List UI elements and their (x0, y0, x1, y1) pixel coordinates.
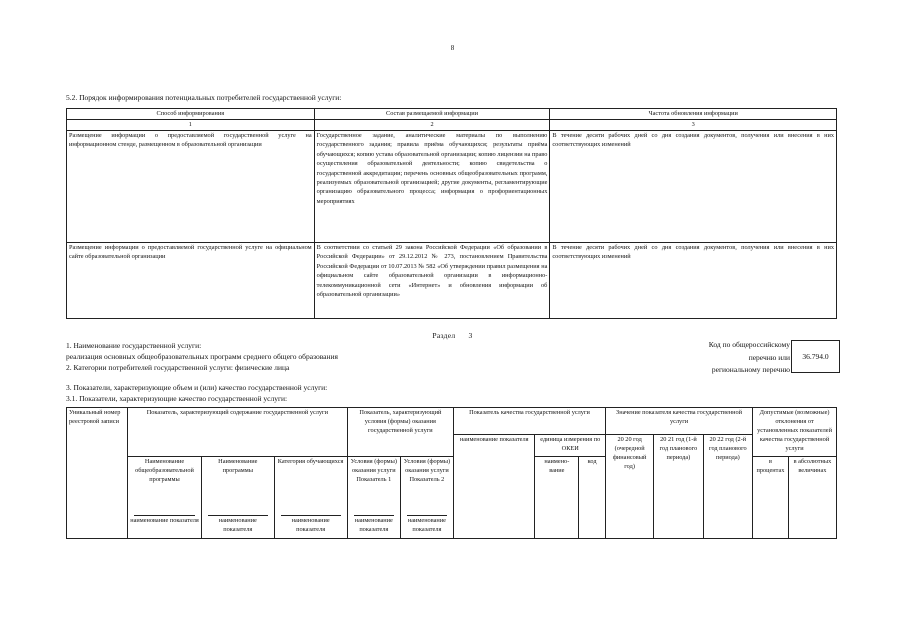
sub-col-label: Условия (формы) оказания услуги Показатель 1 (350, 458, 397, 483)
code-label (606, 339, 790, 377)
header-conditions-indicator: Показатель, характеризующий условия (формы) оказания государственной услуги (347, 408, 453, 457)
quality-indicators-title: 3.1. Показатели, характеризующие качество государственной услуги: (66, 394, 288, 403)
header-values: Значение показателя качества государственной услуги (606, 408, 753, 435)
service-category: 2. Категории потребителей государственной услуги: физические лица (66, 363, 290, 372)
sub-col-label: Наименование общеобразовательной программы (135, 458, 194, 483)
row2-content: В соответствии со статьей 29 закона Российской Федерации «Об образовании в Российской Федерации» от 29.12.2012 № 273, постановлением Правительства Российской Федерации от 10.07.2013 № 582 «Об утверждении правил размещения на официальном сайте образовательной организации в информационно-телекоммуникационной сети «Интернет» и обновления информации об образовательной организации» (314, 243, 550, 319)
sub-col-foot: наименование показателя (130, 517, 199, 524)
header-year-2: 20 21 год (1-й год планового периода) (654, 435, 703, 539)
service-name-value: реализация основных общеобразовательных программ среднего общего образования (66, 352, 338, 361)
sub-col-category (274, 457, 347, 539)
razdel-label: Раздел (432, 331, 456, 340)
header-content-indicator: Показатель, характеризующий содержание государственной услуги (127, 408, 347, 457)
sub-col-condition-1 (347, 457, 400, 539)
col-number-2: 2 (314, 120, 550, 131)
code-label-line-3: региональному перечню (711, 365, 790, 374)
header-quality-indicator: Показатель качества государственной услуги (453, 408, 605, 435)
sub-col-label: Наименование программы (218, 458, 258, 474)
code-box: 36.794.0 (791, 340, 840, 373)
sub-col-foot: наименование показателя (291, 517, 330, 533)
row1-frequency: В течение десяти рабочих дней со дня создания документов, получения или внесения в них соответствующих изменений (550, 131, 837, 243)
col-number-3: 3 (550, 120, 837, 131)
sub-col-label: Категория обучающихся (277, 458, 344, 465)
row2-frequency: В течение десяти рабочих дней со дня создания документов, получения или внесения в них соответствующих изменений (550, 243, 837, 319)
row1-method: Размещение информации о предоставляемой государственной услуге на информационном стенде, размещенном в образовательной организации (67, 131, 315, 243)
page-number: 8 (450, 44, 455, 52)
sub-col-condition-2 (400, 457, 453, 539)
header-unit-name: наимено-вание (535, 457, 579, 539)
table-row (67, 243, 837, 319)
service-name-label: 1. Наименование государственной услуги: (66, 341, 202, 350)
header-indicator-name: наименование показателя (453, 435, 535, 539)
sub-col-program (127, 457, 201, 539)
header-frequency: Частота обновления информации (550, 109, 837, 120)
header-unit: единица измерения по ОКЕИ (535, 435, 606, 457)
sub-col-program-name (202, 457, 274, 539)
header-method: Способ информирования (67, 109, 315, 120)
razdel-number: 3 (468, 331, 473, 340)
header-unique-number: Уникальный номер реестровой записи (67, 408, 128, 539)
sub-col-label: Условия (формы) оказания услуги Показатель 2 (403, 458, 451, 483)
quality-indicators-table (66, 407, 837, 539)
sub-col-foot: наименование показателя (354, 517, 393, 533)
code-label-line-1: Код по общероссийскому (708, 340, 790, 349)
informing-table (66, 108, 837, 319)
header-absolute: в абсолютных величинах (788, 457, 836, 539)
section-5-2-title: 5.2. Порядок информирования потенциальных потребителей государственной услуги: (66, 93, 342, 102)
header-unit-code: код (579, 457, 606, 539)
indicators-title: 3. Показатели, характеризующие объем и (или) качество государственной услуги: (66, 383, 328, 392)
table-row (67, 131, 837, 243)
header-deviation: Допустимые (возможные) отклонения от установленных показателей качества государственной услуги (753, 408, 837, 457)
row1-content: Государственное задание, аналитические материалы по выполнению государственного задания; правила приёма обучающихся; результаты приёма обучающихся; копию устава образовательной организации; копию лицензии на право осуществления образовательной деятельности; копию свидетельства о государственной аккредитации; перечень основных общеобразовательных программ, реализуемых образовательной организацией; другие документы, регламентирующие организацию образовательного процесса; информация о профориентационных мероприятиях (314, 131, 550, 243)
header-percent: в процентах (753, 457, 789, 539)
col-number-1: 1 (67, 120, 315, 131)
sub-col-foot: наименование показателя (407, 517, 446, 533)
header-content: Состав размещаемой информации (314, 109, 550, 120)
row2-method: Размещение информации о предоставляемой государственной услуге на официальном сайте образовательной организации (67, 243, 315, 319)
header-year-1: 20 20 год (очередной финансовый год) (606, 435, 654, 539)
code-label-line-2: перечню или (748, 352, 790, 362)
sub-col-foot: наименование показателя (218, 517, 257, 533)
header-year-3: 20 22 год (2-й год планового периода) (703, 435, 752, 539)
